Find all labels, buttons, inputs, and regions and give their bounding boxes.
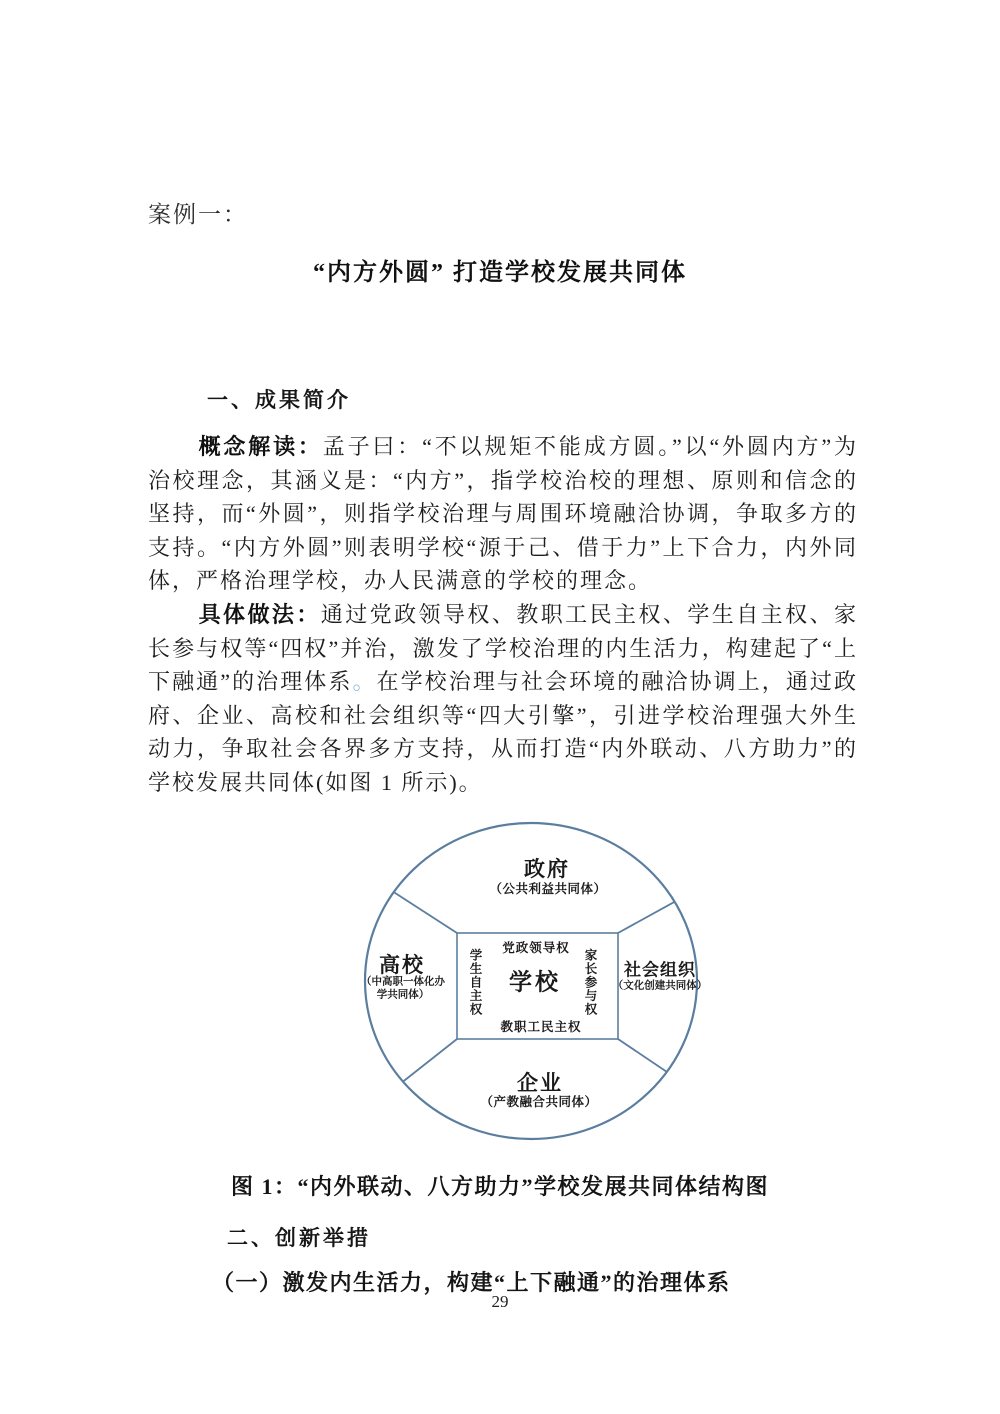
section-2-1-heading: （一）激发内生活力，构建“上下融通”的治理体系 [212,1270,731,1295]
diagram-social-org-sub: （文化创建共同体） [612,979,708,992]
paragraph-concept-text: 孟子曰：“不以规矩不能成方圆。”以“外圆内方”为治校理念，其涵义是：“内方”，指学校治校的理想、原则和信念的坚持，而“外圆”，则指学校治理与周围环境融洽协调，争取多方的支持。“内方外圆”则表明学校“源于己、借于力”上下合力，内外同体，严格治理学校，办人民满意的学校的理念。 [148,434,858,594]
blue-period: 。 [352,669,377,695]
section-2-heading: 二、创新举措 [227,1227,371,1250]
diagram-university-label: 高校 [379,954,425,977]
diagram-enterprise-sub: （产教融合共同体） [480,1095,598,1109]
document-title: “内方外圆” 打造学校发展共同体 [313,260,687,286]
diagram-university-sub-2: 学共同体） [376,988,430,1001]
diagram-divider-bottom-right [618,1039,667,1072]
diagram-parent-participation-label: 家长参与权 [583,948,597,1016]
case-label: 案例一： [148,202,248,227]
paragraph-practice [148,598,858,800]
diagram-divider-top-left [394,892,457,933]
page-number: 29 [491,1292,509,1311]
paragraph-concept [148,430,858,598]
figure-diagram [358,812,706,1148]
diagram-enterprise-label: 企业 [517,1072,563,1095]
diagram-school-label: 学校 [509,968,561,995]
section-1-heading: 一、成果简介 [207,389,351,412]
figure-caption: 图 1：“内外联动、八方助力”学校发展共同体结构图 [230,1174,769,1199]
paragraph-practice-text-2: 在学校治理与社会环境的融洽协调上，通过政府、企业、高校和社会组织等“四大引擎”，引进学校治理强大外生动力，争取社会各界多方支持，从而打造“内外联动、八方助力”的学校发展共同体(如图 1 所示)。 [148,669,858,795]
diagram-social-org-label: 社会组织 [624,960,696,980]
diagram-party-leadership-label: 党政领导权 [502,941,570,955]
paragraph-practice-text-1: 通过党政领导权、教职工民主权、学生自主权、家长参与权等“四权”并治，激发了学校治理的内生活力，构建起了“上下融通”的治理体系 [148,602,858,695]
paragraph-practice-label: 具体做法： [198,602,321,627]
diagram-university-sub-1: （中高职一体化办 [361,975,445,988]
diagram-government-label: 政府 [524,858,570,881]
diagram-government-sub: （公共利益共同体） [489,882,607,896]
diagram-divider-bottom-left [403,1039,458,1082]
diagram-staff-democracy-label: 教职工民主权 [500,1020,582,1034]
diagram-student-autonomy-label: 学生自主权 [468,948,482,1016]
diagram-divider-top-right [618,902,675,933]
paragraph-concept-label: 概念解读： [198,434,323,459]
